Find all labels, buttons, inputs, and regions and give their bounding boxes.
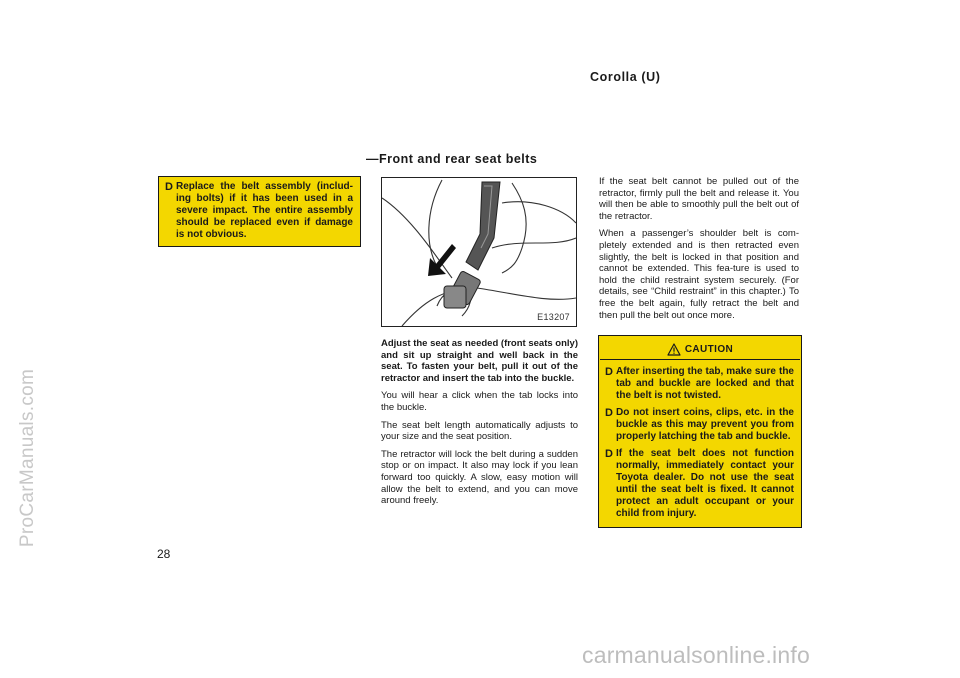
- paragraph: When a passenger’s shoulder belt is com-pletely extended and is then retracted even slightly, the belt is locked in that position and cannot be extended. This fea-ture is used to hold the child restraint system securely. (For details, see “Child restraint” in this chapter.) To free the belt again, fully retract the belt and then pull the belt out once more.: [599, 228, 799, 321]
- seat-belt-buckle-illustration: [382, 178, 576, 326]
- section-title: —Front and rear seat belts: [366, 152, 538, 166]
- bullet-marker: D: [605, 448, 613, 460]
- caution-title: CAUTION: [684, 343, 734, 355]
- bullet-marker: D: [605, 366, 613, 378]
- caution-text: If the seat belt does not function normally, immediately contact your Toyota dealer. Do not use the seat until the seat belt is fixed. It cannot protect an adult occupant or your child from injury.: [616, 448, 794, 519]
- middle-column: [381, 338, 578, 513]
- bullet-marker: D: [605, 407, 613, 419]
- caution-text: After inserting the tab, make sure the tab and buckle are locked and that the belt is not twisted.: [616, 366, 794, 401]
- right-column: [599, 176, 799, 327]
- warning-item: [165, 181, 353, 241]
- side-watermark-text: ProCarManuals.com: [17, 368, 38, 548]
- warning-triangle-icon: [667, 343, 681, 356]
- warning-text: Replace the belt assembly (includ-ing bolts) if it has been used in a severe impact. The entire assembly should be replaced even if damage is not obvious.: [176, 181, 353, 240]
- paragraph: If the seat belt cannot be pulled out of the retractor, firmly pull the belt and release it. You will then be able to smoothly pull the belt out of the retractor.: [599, 176, 799, 222]
- figure-code: E13207: [537, 312, 570, 322]
- seat-belt-figure: [381, 177, 577, 327]
- footer-watermark: carmanualsonline.info: [582, 642, 810, 668]
- caution-box: [598, 335, 802, 528]
- caution-item: [605, 407, 794, 443]
- model-header: Corolla (U): [590, 70, 661, 84]
- caution-item: [605, 366, 794, 402]
- caution-item: [605, 448, 794, 520]
- paragraph: The retractor will lock the belt during a sudden stop or on impact. It also may lock if you lean forward too quickly. A slow, easy motion will allow the belt to extend, and you can move around freely.: [381, 448, 578, 507]
- side-watermark: [10, 258, 46, 658]
- paragraph: The seat belt length automatically adjusts to your size and the seat position.: [381, 419, 578, 443]
- left-warning-box: [158, 176, 361, 247]
- caution-header: [600, 339, 800, 360]
- bullet-marker: D: [165, 181, 173, 193]
- paragraph: You will hear a click when the tab locks into the buckle.: [381, 390, 578, 413]
- caution-text: Do not insert coins, clips, etc. in the buckle as this may prevent you from properly latching the tab and buckle.: [616, 407, 794, 442]
- instruction-lead: Adjust the seat as needed (front seats only) and sit up straight and well back in the seat. To fasten your belt, pull it out of the retractor and insert the tab into the buckle.: [381, 338, 578, 384]
- page-number: 28: [157, 547, 171, 561]
